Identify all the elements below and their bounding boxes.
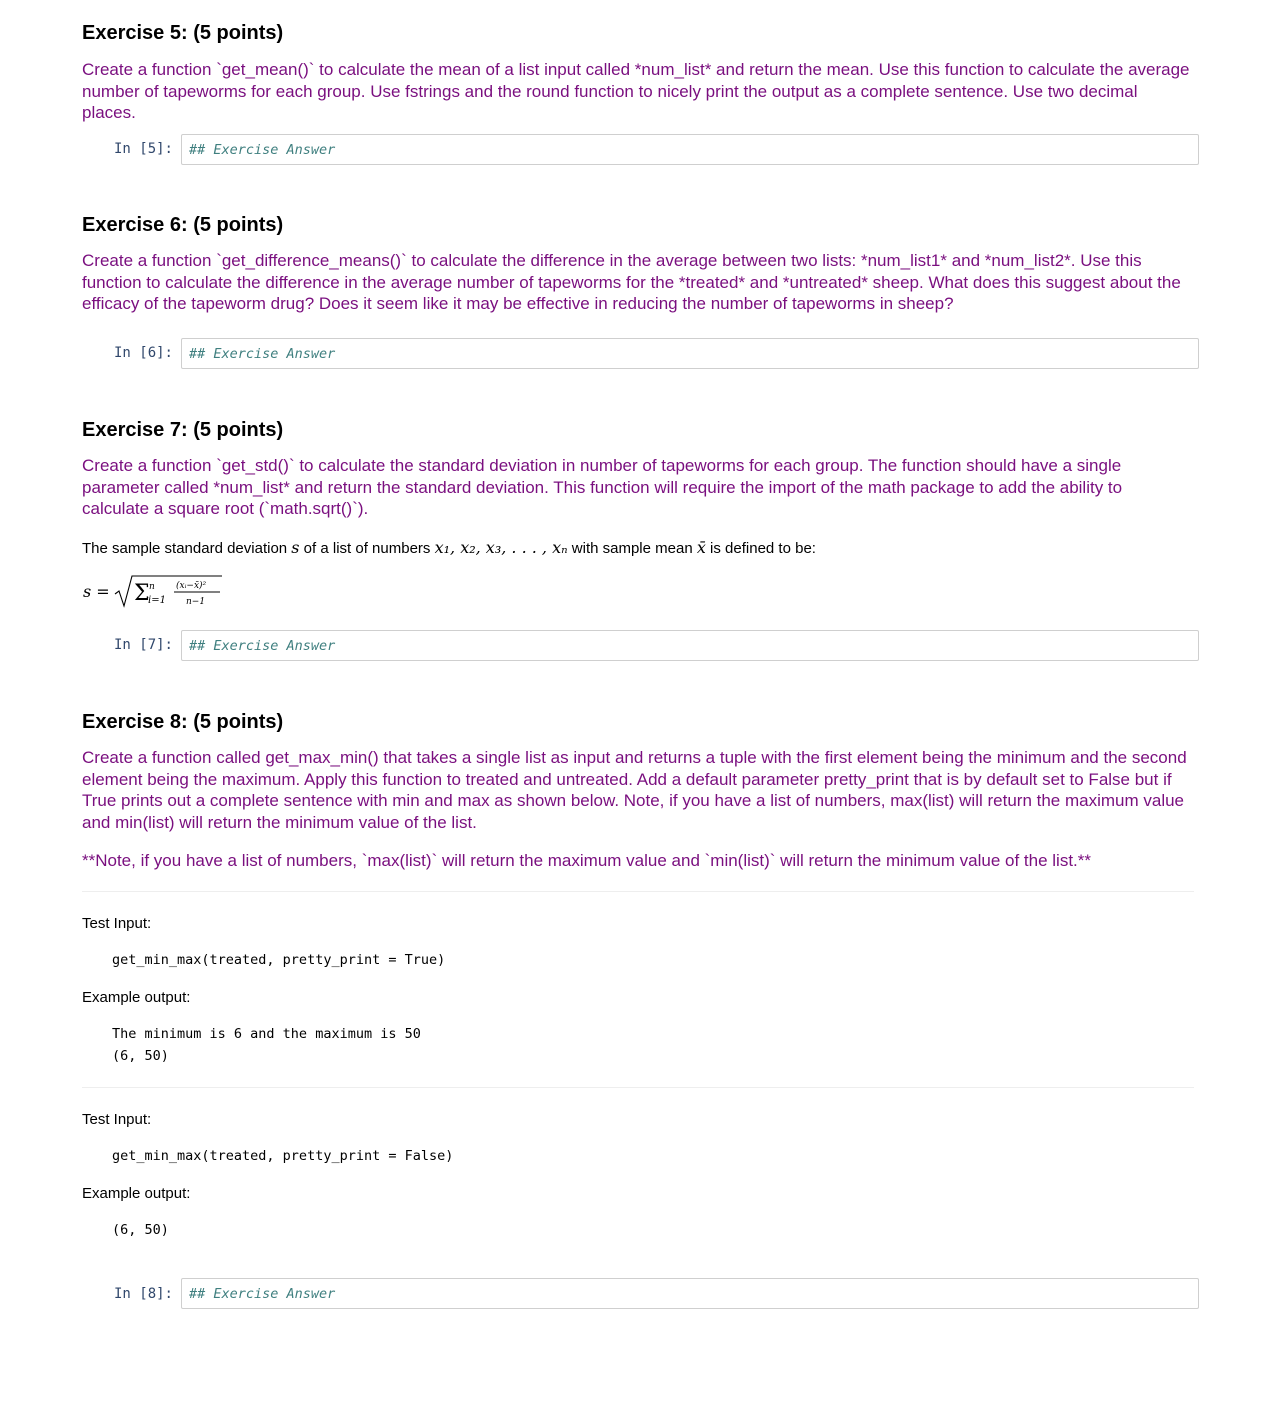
example-output-line: (6, 50) — [112, 1048, 169, 1064]
cell-7-prompt: In [7]: — [113, 637, 173, 653]
sample-std-definition — [82, 539, 816, 558]
formula-denominator: n−1 — [186, 597, 206, 607]
test-input-code-1: get_min_max(treated, pretty_print = True) — [112, 952, 446, 968]
code-cell-5[interactable]: ## Exercise Answer — [181, 134, 1199, 165]
example-output-line: (6, 50) — [112, 1222, 169, 1238]
code-cell-6[interactable]: ## Exercise Answer — [181, 338, 1199, 369]
divider — [82, 1087, 1194, 1088]
formula-sigma: Σ — [134, 581, 150, 606]
math-x-bar: x̄ — [696, 538, 706, 557]
sample-text-part: of a list of numbers — [299, 540, 435, 557]
code-cell-8[interactable]: ## Exercise Answer — [181, 1278, 1199, 1309]
std-formula — [82, 572, 282, 612]
divider — [82, 891, 1194, 892]
cell-6-prompt: In [6]: — [113, 345, 173, 361]
test-input-code-2: get_min_max(treated, pretty_print = False) — [112, 1148, 454, 1164]
cell-5-prompt: In [5]: — [113, 141, 173, 157]
sample-text-part: is defined to be: — [705, 540, 816, 557]
exercise-8-heading: Exercise 8: (5 points) — [82, 711, 284, 733]
example-output-label-1: Example output: — [82, 989, 191, 1006]
cell-8-prompt: In [8]: — [113, 1286, 173, 1302]
exercise-6-heading: Exercise 6: (5 points) — [82, 214, 284, 236]
code-cell-7[interactable]: ## Exercise Answer — [181, 630, 1199, 661]
exercise-8-note: **Note, if you have a list of numbers, `max(list)` will return the maximum value and `min(list)` will return the minimum value of the list.** — [82, 851, 1091, 870]
sample-text-part: The sample standard deviation — [82, 540, 292, 557]
exercise-6-description: Create a function `get_difference_means()` to calculate the difference in the average between two lists: *num_list1* and *num_list2*. Use this function to calculate the difference in the average number of tapeworms for the *treated* and *untreated* sheep. What does this suggest about the efficacy of the tapeworm drug? Does it seem like it may be effective in reducing the number of tapeworms in sheep? — [82, 251, 1181, 314]
test-input-label-1: Test Input: — [82, 915, 152, 932]
formula-lhs: s = — [83, 582, 110, 601]
formula-upper: n — [149, 582, 155, 592]
test-input-label-2: Test Input: — [82, 1111, 152, 1128]
exercise-5-description: Create a function `get_mean()` to calculate the mean of a list input called *num_list* and return the mean. Use this function to calculate the average number of tapeworms for each group. Use fstrings and the round function to nicely print the output as a complete sentence. Use two decimal places. — [82, 60, 1190, 123]
math-x-list: x₁, x₂, x₃, . . . , xₙ — [434, 538, 568, 557]
sample-text-part: with sample mean — [567, 540, 697, 557]
example-output-line: The minimum is 6 and the maximum is 50 — [112, 1026, 421, 1042]
math-s: s — [291, 538, 300, 557]
exercise-5-heading: Exercise 5: (5 points) — [82, 22, 284, 44]
exercise-8-description: Create a function called get_max_min() that takes a single list as input and returns a tuple with the first element being the minimum and the second element being the maximum. Apply this function to treated and untreated. Add a default parameter pretty_print that is by default set to False but if True prints out a complete sentence with min and max as shown below. Note, if you have a list of numbers, max(list) will return the maximum value and min(list) will return the minimum value of the list. — [82, 748, 1187, 832]
exercise-7-description: Create a function `get_std()` to calculate the standard deviation in number of tapeworms for each group. The function should have a single parameter called *num_list* and return the standard deviation. This function will require the import of the math package to add the ability to calculate a square root (`math.sqrt()`). — [82, 456, 1123, 519]
formula-lower: i=1 — [148, 595, 166, 606]
exercise-7-heading: Exercise 7: (5 points) — [82, 419, 284, 441]
example-output-label-2: Example output: — [82, 1185, 191, 1202]
formula-numerator: (xᵢ−x̄)² — [176, 581, 207, 591]
